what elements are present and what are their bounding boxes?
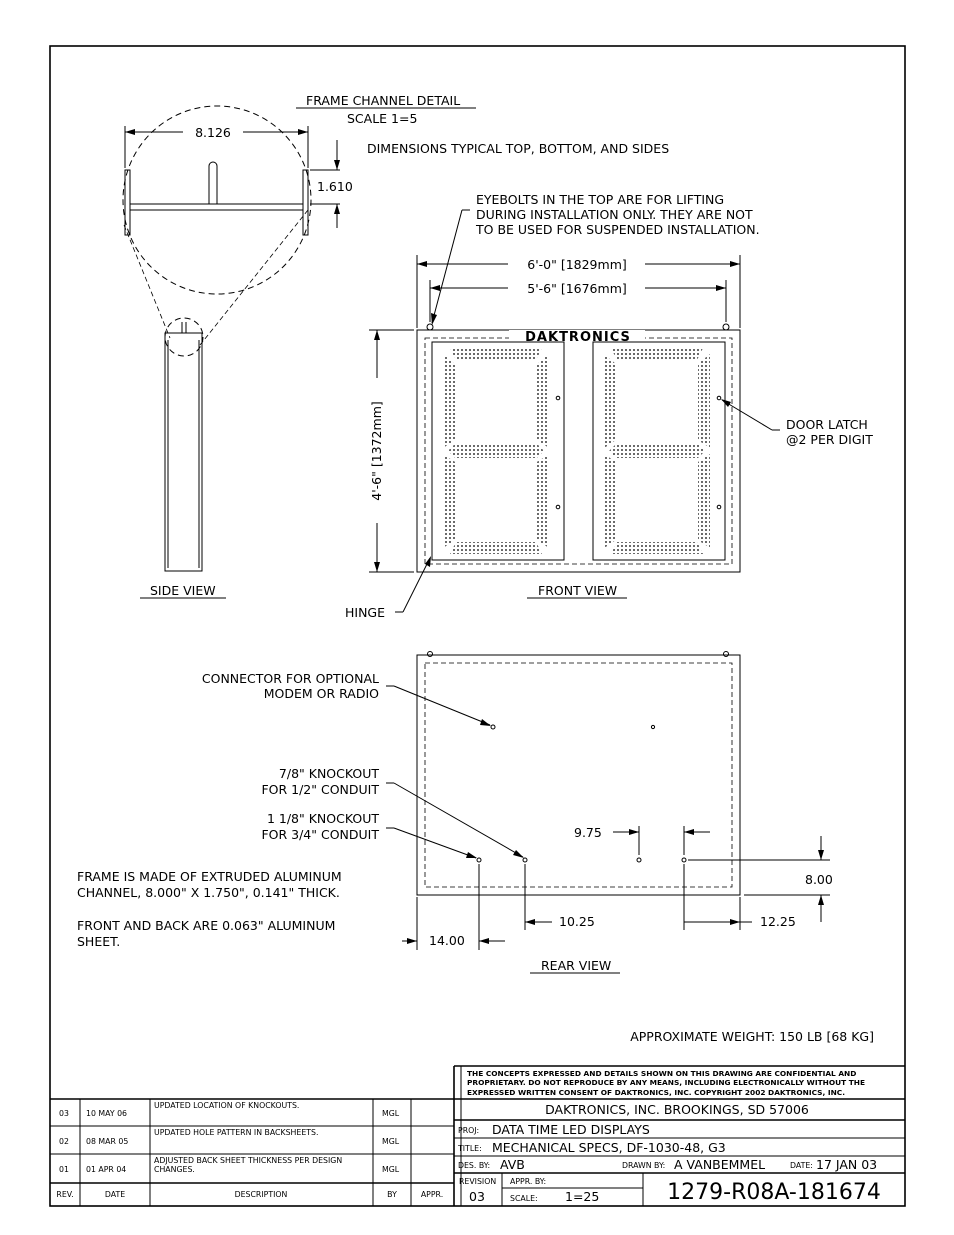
dim-inner-width: 5'-6" [1676mm] [527,281,627,296]
knockout-78-note-1: 7/8" KNOCKOUT [278,766,379,781]
frame-note-1: FRAME IS MADE OF EXTRUDED ALUMINUM [77,869,342,884]
title-block [454,1066,905,1206]
revision-row-rev: 02 [59,1137,69,1146]
hinge-note: HINGE [345,605,386,620]
weight-note: APPROXIMATE WEIGHT: 150 LB [68 KG] [630,1029,874,1044]
door-latch-note-1: DOOR LATCH [786,417,868,432]
detail-width-dim: 8.126 [195,125,231,140]
revision-label: REVISION [459,1177,497,1186]
connector-note-2: MODEM OR RADIO [263,686,379,701]
project-name: DATA TIME LED DISPLAYS [492,1122,650,1137]
revision-header-by: BY [387,1190,397,1199]
revision-row-by: MGL [382,1165,400,1174]
revision-header-date: DATE [104,1190,126,1199]
drawn-by: A VANBEMMEL [674,1157,766,1172]
knockout-118-note-2: FOR 3/4" CONDUIT [261,827,379,842]
connector-note-1: CONNECTOR FOR OPTIONAL [201,671,379,686]
revision-row [59,1128,400,1146]
dim-rear-975: 9.75 [574,825,602,840]
rear-view-label: REAR VIEW [541,958,612,973]
front-view [345,192,873,620]
drawing-title: MECHANICAL SPECS, DF-1030-48, G3 [492,1140,726,1155]
detail-title: FRAME CHANNEL DETAIL [306,93,461,108]
sheet-note-1: FRONT AND BACK ARE 0.063" ALUMINUM [77,918,336,933]
drawing-number: 1279-R08A-181674 [667,1180,881,1205]
sheet-note-2: SHEET. [77,934,121,949]
revision-row-desc-2: CHANGES. [154,1165,195,1174]
proj-label: PROJ: [458,1126,480,1135]
appr-label: APPR. BY: [510,1177,547,1186]
revision-row-rev: 03 [59,1109,69,1118]
drawn-label: DRAWN BY: [622,1161,666,1170]
dim-rear-1025: 10.25 [559,914,595,929]
eyebolt-note-3: TO BE USED FOR SUSPENDED INSTALLATION. [476,222,760,237]
revision-row-desc: ADJUSTED BACK SHEET THICKNESS PER DESIGN [154,1156,343,1165]
dim-overall-width: 6'-0" [1829mm] [527,257,627,272]
eyebolt-note-2: DURING INSTALLATION ONLY. THEY ARE NOT [476,207,753,222]
revision-row-date: 01 APR 04 [86,1165,127,1174]
revision-header-description: DESCRIPTION [234,1190,288,1199]
company-name: DAKTRONICS, INC. BROOKINGS, SD 57006 [545,1102,809,1117]
revision-row-desc: UPDATED HOLE PATTERN IN BACKSHEETS. [154,1128,319,1137]
confidential-line-2: PROPRIETARY. DO NOT REPRODUCE BY ANY MEANS, INCLUDING ELECTRONICALLY WITHOUT THE [467,1078,865,1087]
revision-number: 03 [469,1189,485,1204]
drawing-date: 17 JAN 03 [816,1157,878,1172]
confidential-line-3: EXPRESSED WRITTEN CONSENT OF DAKTRONICS, INC. COPYRIGHT 2002 DAKTRONICS, INC. [467,1088,846,1097]
dim-rear-1225: 12.25 [760,914,796,929]
knockout-118-note-1: 1 1/8" KNOCKOUT [266,811,379,826]
door-latch-note-2: @2 PER DIGIT [786,432,873,447]
revision-row [59,1156,400,1174]
dim-height: 4'-6" [1372mm] [369,401,384,501]
led-digit-right [604,348,710,554]
frame-note-2: CHANNEL, 8.000" X 1.750", 0.141" THICK. [77,885,340,900]
designer: AVB [500,1157,525,1172]
side-view-label: SIDE VIEW [150,583,216,598]
detail-typical-note: DIMENSIONS TYPICAL TOP, BOTTOM, AND SIDES [367,141,670,156]
rear-view [77,652,833,974]
revision-row-rev: 01 [59,1165,69,1174]
revision-table [50,1099,454,1206]
revision-header-rev: REV. [56,1190,74,1199]
date-label: DATE: [790,1161,813,1170]
side-view-frame [165,333,202,571]
title-label: TITLE: [458,1144,482,1153]
knockout-hole-4 [682,858,686,862]
knockout-78-note-2: FOR 1/2" CONDUIT [261,782,379,797]
side-view [140,318,226,598]
knockout-hole-2 [523,858,527,862]
revision-header-appr: APPR. [420,1190,444,1199]
des-label: DES. BY: [458,1161,491,1170]
revision-row-by: MGL [382,1109,400,1118]
connector-hole [491,725,495,729]
dim-rear-1400: 14.00 [429,933,465,948]
scale-label: SCALE: [510,1194,538,1203]
detail-scale: SCALE 1=5 [347,111,418,126]
revision-row-desc: UPDATED LOCATION OF KNOCKOUTS. [154,1101,300,1110]
rear-view-cabinet [417,655,740,895]
revision-row-by: MGL [382,1137,400,1146]
revision-row-date: 10 MAY 06 [86,1109,128,1118]
confidential-line-1: THE CONCEPTS EXPRESSED AND DETAILS SHOWN ON THIS DRAWING ARE CONFIDENTIAL AND [467,1069,857,1078]
revision-row-date: 08 MAR 05 [86,1137,129,1146]
revision-row [59,1101,400,1118]
led-digit-left [443,348,549,554]
dim-rear-800: 8.00 [805,872,833,887]
knockout-hole-3 [637,858,641,862]
eyebolt-note-1: EYEBOLTS IN THE TOP ARE FOR LIFTING [476,192,725,207]
drawing-scale: 1=25 [565,1189,600,1204]
front-view-label: FRONT VIEW [538,583,618,598]
detail-depth-dim: 1.610 [317,179,353,194]
front-view-logo: DAKTRONICS [525,330,631,345]
knockout-hole-1 [477,858,481,862]
